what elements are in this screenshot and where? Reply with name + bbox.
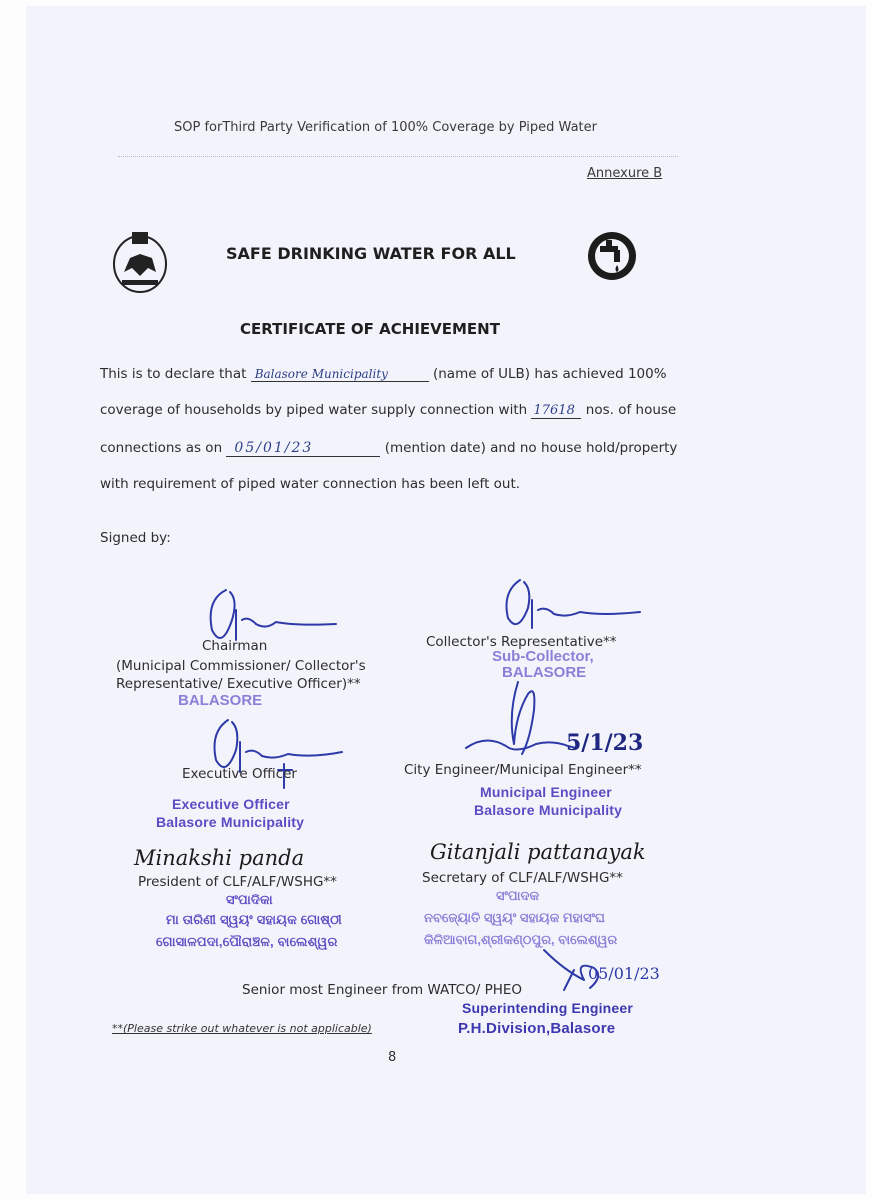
president-signature: Minakshi panda [134,846,305,870]
city-engineer-stamp-line-2: Balasore Municipality [474,802,623,818]
city-engineer-stamp-line-1: Municipal Engineer [480,784,612,800]
certificate-heading: CERTIFICATE OF ACHIEVEMENT [240,320,500,338]
connections-count-field: 17618 [531,403,581,419]
secretary-stamp-line-3: କିଳିଆବାଗ,ଶ୍ରୀକଣ୍ଠପୁର, ବାଲେଶ୍ୱର [424,932,618,947]
certificate-line-4: with requirement of piped water connection has been left out. [100,476,521,492]
senior-engineer-stamp-line-2: P.H.Division,Balasore [458,1020,616,1037]
page-number: 8 [388,1050,397,1065]
collector-rep-stamp-line-2: BALASORE [502,664,587,681]
certificate-line-1 [100,366,667,382]
annexure-label: Annexure B [587,166,663,181]
city-engineer-role: City Engineer/Municipal Engineer** [404,762,642,778]
president-stamp-line-3: ଗୋସାଳପଦା,ପୌରାଞ୍ଚଳ, ବାଲେଶ୍ୱର [156,934,338,949]
secretary-signature: Gitanjali pattanayak [430,840,646,864]
line2-suffix: nos. of house [585,402,677,418]
executive-officer-role: Executive Officer [182,766,297,782]
header-divider [118,156,678,158]
senior-engineer-role: Senior most Engineer from WATCO/ PHEO [242,982,523,998]
chairman-stamp: BALASORE [178,692,263,709]
secretary-stamp-line-2: ନବଜ୍ୟୋତି ସ୍ୱୟଂ ସହାୟକ ମହାସଂଘ [424,910,605,925]
ulb-name-field: Balasore Municipality [251,367,429,382]
executive-officer-stamp-line-1: Executive Officer [172,796,290,812]
president-role: President of CLF/ALF/WSHG** [138,874,337,890]
president-stamp-line-2: ମା ତାରିଣୀ ସ୍ୱୟଂ ସହାୟକ ଗୋଷ୍ଠୀ [166,912,342,927]
collector-rep-role: Collector's Representative** [426,634,617,650]
banner-title: SAFE DRINKING WATER FOR ALL [226,244,516,263]
state-emblem-logo [110,228,170,296]
collector-rep-stamp-line-1: Sub-Collector, [492,648,594,665]
line1-prefix: This is to declare that [100,366,247,382]
certificate-line-2 [100,402,676,419]
chairman-detail-1: (Municipal Commissioner/ Collector's [116,658,366,674]
senior-engineer-stamp-line-1: Superintending Engineer [462,1000,634,1016]
executive-officer-stamp-line-2: Balasore Municipality [156,814,305,830]
water-tap-logo [586,230,638,282]
collector-rep-signature [484,572,644,642]
secretary-role: Secretary of CLF/ALF/WSHG** [422,870,623,886]
document-page [26,6,866,1194]
date-field: 05/01/23 [226,440,380,457]
line2-prefix: coverage of households by piped water supply connection with [100,402,528,418]
footnote: **(Please strike out whatever is not applicable) [112,1022,372,1035]
chairman-detail-2: Representative/ Executive Officer)** [116,676,361,692]
signed-by-label: Signed by: [100,530,171,546]
city-engineer-sign-date: 5/1/23 [566,730,644,756]
sop-title: SOP forThird Party Verification of 100% Coverage by Piped Water [174,120,597,135]
certificate-line-3 [100,440,677,457]
secretary-stamp-line-1: ସଂପାଦକ [496,888,540,903]
president-stamp-line-1: ସଂପାଦିକା [226,892,273,907]
chairman-role: Chairman [202,638,268,654]
line1-suffix: (name of ULB) has achieved 100% [432,366,667,382]
line3-prefix: connections as on [100,440,223,456]
senior-engineer-sign-date: 05/01/23 [588,964,660,983]
line3-suffix: (mention date) and no house hold/property [384,440,678,456]
